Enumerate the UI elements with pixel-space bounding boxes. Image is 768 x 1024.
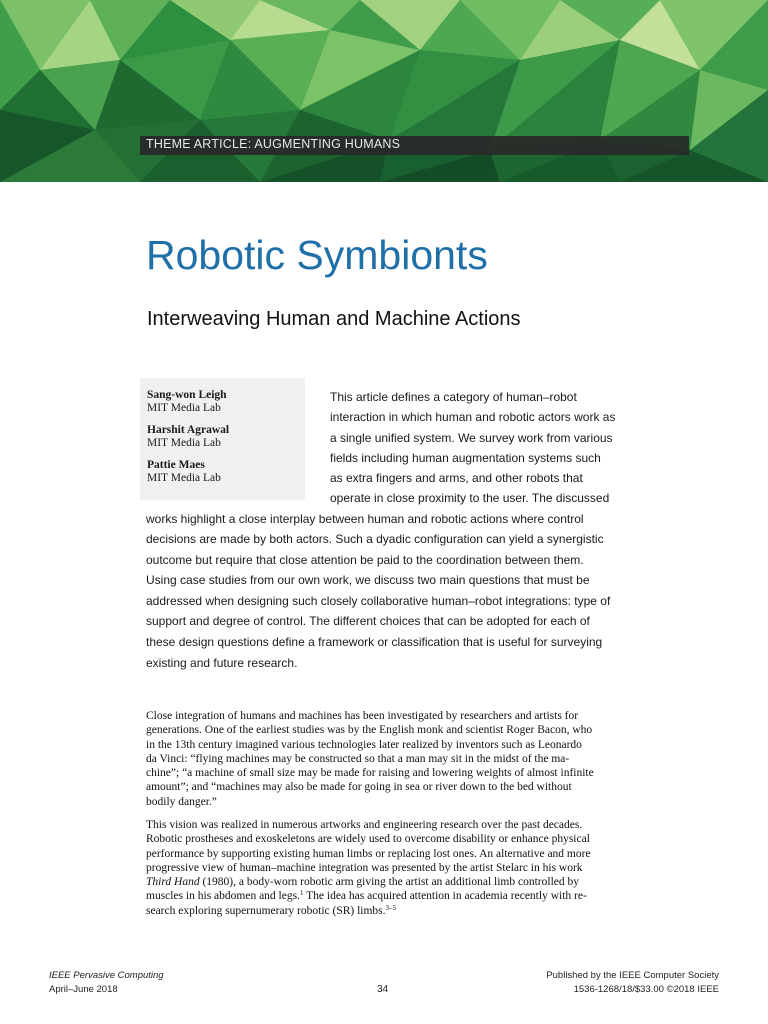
abstract-line: decisions are made by both actors. Such a dyadic configuration can yield a synergistic <box>146 532 604 546</box>
abstract-line: This article defines a category of human–robot <box>330 390 577 404</box>
page-number: 34 <box>377 984 389 995</box>
abstract-line: support and degree of control. The different choices that can be adopted for each of <box>146 614 590 628</box>
author-box <box>140 378 305 500</box>
body-line: performance by supporting existing human limbs or replacing lost ones. An alternative and more <box>146 847 591 860</box>
author-name: Pattie Maes <box>147 459 205 471</box>
footer-publisher: Published by the IEEE Computer Society <box>546 970 719 981</box>
body-line: amount”; and “machines may also be made for going in sea or river down to the bed without <box>146 781 572 794</box>
author-1 <box>147 389 227 415</box>
abstract-line: as extra fingers and arms, and other robots that <box>330 471 583 485</box>
body-line: This vision was realized in numerous artworks and engineering research over the past decades. <box>146 819 583 831</box>
article-title: Robotic Symbionts <box>146 232 488 278</box>
body-paragraph-1 <box>146 709 620 809</box>
abstract-line: works highlight a close interplay between human and robotic actions where control <box>146 512 584 526</box>
body-line: chine”; “a machine of small size may be made for raising and lowering weights of almost infinite <box>146 767 594 780</box>
body-paragraph-2 <box>146 818 620 918</box>
body-text: muscles in his abdomen and legs. <box>146 890 300 903</box>
citation-ref[interactable]: 1 <box>299 889 304 898</box>
footer-journal: IEEE Pervasive Computing <box>49 970 164 981</box>
author-3 <box>147 459 221 485</box>
body-text: (1980), a body-worn robotic arm giving the artist an additional limb controlled by <box>199 876 579 889</box>
header-banner <box>0 0 768 182</box>
body-line: Close integration of humans and machines has been investigated by researchers and artists for <box>146 710 579 722</box>
body-line: generations. One of the earliest studies was by the English monk and scientist Roger Bacon, who <box>146 724 593 737</box>
author-name: Sang-won Leigh <box>147 389 227 401</box>
body-line: progressive view of human–machine integration was presented by the artist Stelarc in his work <box>146 861 583 874</box>
author-affiliation: MIT Media Lab <box>147 437 221 449</box>
author-name: Harshit Agrawal <box>147 424 230 436</box>
article-subtitle: Interweaving Human and Machine Actions <box>147 308 521 330</box>
citation-ref[interactable]: 3–5 <box>385 903 397 912</box>
body-line: in the 13th century imagined various technologies later realized by inventors such as Leonardo <box>146 738 582 751</box>
body-line <box>146 875 620 889</box>
body-line: da Vinci: “flying machines may be constructed so that a man may sit in the midst of the ma- <box>146 752 570 765</box>
abstract-line: addressed when designing such closely collaborative human–robot integrations: type of <box>146 594 611 608</box>
abstract-line: outcome but require that close attention be paid to the coordination between them. <box>146 553 584 567</box>
body-text: search exploring supernumerary robotic (SR) limbs. <box>146 904 386 917</box>
footer-issn: 1536-1268/18/$33.00 ©2018 IEEE <box>573 984 719 995</box>
abstract-line: fields including human augmentation systems such <box>330 451 601 465</box>
work-title: Third Hand <box>146 876 200 889</box>
body-line: Robotic prostheses and exoskeletons are widely used to overcome disability or enhance physical <box>146 833 590 846</box>
body-line <box>146 904 620 918</box>
footer-issue: April–June 2018 <box>49 984 118 995</box>
author-2 <box>147 424 229 450</box>
abstract-line: interaction in which human and robotic actors work as <box>330 410 616 424</box>
abstract-line: existing and future research. <box>146 656 298 670</box>
body-line <box>146 889 620 903</box>
body-line: bodily danger.” <box>146 795 217 808</box>
author-affiliation: MIT Media Lab <box>147 402 221 414</box>
abstract-line: operate in close proximity to the user. The discussed <box>330 491 610 505</box>
body-text: The idea has acquired attention in academia recently with re- <box>303 890 587 903</box>
abstract-line: a single unified system. We survey work from various <box>330 431 613 445</box>
author-affiliation: MIT Media Lab <box>147 472 221 484</box>
theme-bar <box>140 136 689 155</box>
abstract-line: these design questions define a framework or classification that is useful for surveying <box>146 635 603 649</box>
theme-label: THEME ARTICLE: AUGMENTING HUMANS <box>146 137 401 151</box>
abstract-line: Using case studies from our own work, we discuss two main questions that must be <box>146 573 590 587</box>
